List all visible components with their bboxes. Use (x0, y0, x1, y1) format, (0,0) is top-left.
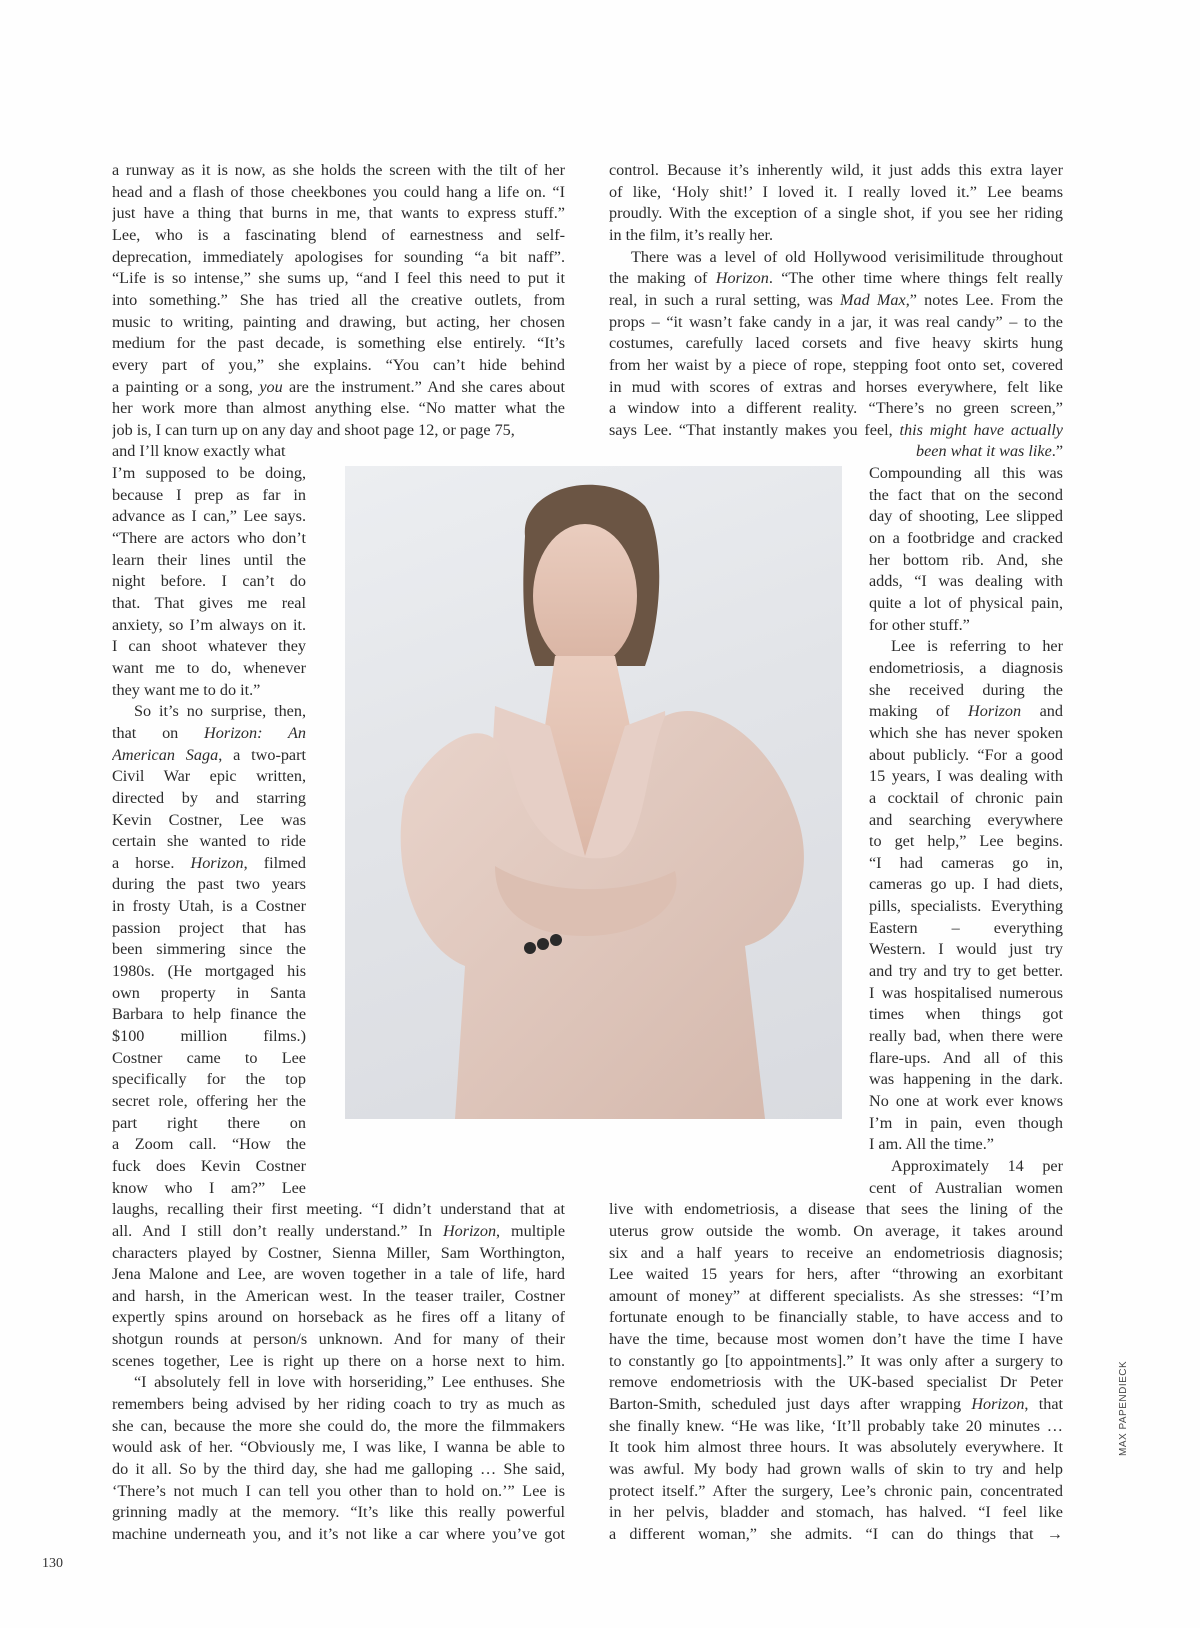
article-line: night before. I can’t do (112, 572, 306, 590)
article-line: for other stuff.” (869, 616, 970, 634)
article-line: the making of Horizon. “The other time where things felt really (609, 269, 1063, 287)
article-line: she received during the (869, 681, 1063, 699)
article-line: $100 million films.) (112, 1027, 306, 1045)
article-line: ‘There’s not much I can tell you other than to hold on.’” Lee is (112, 1482, 565, 1500)
article-line: Lee is referring to her (891, 637, 1063, 655)
article-line: quite a lot of physical pain, (869, 594, 1063, 612)
article-line: Western. I would just try (869, 940, 1063, 958)
article-line: job is, I can turn up on any day and shoot page 12, or page 75, (112, 421, 515, 439)
article-line: protect itself.” After the surgery, Lee’s chronic pain, concentrated (609, 1482, 1063, 1500)
article-line: “There are actors who don’t (112, 529, 306, 547)
article-line: a runway as it is now, as she holds the screen with the tilt of her (112, 161, 565, 179)
article-line: her bottom rib. And, she (869, 551, 1063, 569)
article-line: she finally knew. “He was like, ‘It’ll probably take 20 minutes … (609, 1417, 1063, 1435)
article-line: I am. All the time.” (869, 1135, 994, 1153)
article-line: cameras go up. I had diets, (869, 875, 1063, 893)
portrait-photo-icon (345, 466, 842, 1119)
article-line: Eastern – everything (869, 919, 1063, 937)
article-line: really bad, when there were (869, 1027, 1063, 1045)
article-line: in frosty Utah, is a Costner (112, 897, 306, 915)
article-line: says Lee. “That instantly makes you feel, this might have actually (609, 421, 1063, 439)
article-line: I’m in pain, even though (869, 1114, 1063, 1132)
article-line: Compounding all this was (869, 464, 1063, 482)
article-line: “I had cameras go in, (869, 854, 1063, 872)
article-line: would ask of her. “Obviously me, I was like, I wanna be able to (112, 1438, 565, 1456)
article-line: machine underneath you, and it’s not like a car where you’ve got (112, 1525, 565, 1543)
article-line: do it all. So by the third day, she had me galloping … She said, (112, 1460, 565, 1478)
article-line: secret role, offering her the (112, 1092, 306, 1110)
article-line: want me to do, whenever (112, 659, 306, 677)
article-line: a Zoom call. “How the (112, 1135, 306, 1153)
article-line: her work more than almost anything else. “No matter what the (112, 399, 565, 417)
article-line: to constantly go [to appointments].” It was only after a surgery to (609, 1352, 1063, 1370)
article-line: six and a half years to receive an endometriosis diagnosis; (609, 1244, 1063, 1262)
article-line: times when things got (869, 1005, 1063, 1023)
article-line: into something.” She has tried all the creative outlets, from (112, 291, 565, 309)
article-line: all. And I still don’t really understand.” In Horizon, multiple (112, 1222, 565, 1240)
article-line: So it’s no surprise, then, (134, 702, 306, 720)
article-line: remove endometriosis with the UK-based specialist Dr Peter (609, 1373, 1063, 1391)
article-line: remembers being advised by her riding coach to try as much as (112, 1395, 565, 1413)
article-line: expertly spins around on horseback as he fires off a litany of (112, 1308, 565, 1326)
page-number: 130 (42, 1556, 63, 1571)
article-line: of like, ‘Holy shit!’ I loved it. I really loved it.” Lee beams (609, 183, 1063, 201)
article-line: and I’ll know exactly what (112, 442, 286, 460)
article-line: grinning madly at the memory. “It’s like this really powerful (112, 1503, 565, 1521)
article-line: shotgun rounds at person/s unknown. And for many of their (112, 1330, 565, 1348)
article-line: No one at work ever knows (869, 1092, 1063, 1110)
article-line: to get help,” Lee begins. (869, 832, 1063, 850)
article-line: directed by and starring (112, 789, 306, 807)
article-line: learn their lines until the (112, 551, 306, 569)
article-line: Approximately 14 per (891, 1157, 1063, 1175)
article-line: anxiety, so I’m always on it. (112, 616, 306, 634)
article-line: from her waist by a piece of rope, stepping foot onto set, covered (609, 356, 1063, 374)
article-line: Barbara to help finance the (112, 1005, 306, 1023)
article-line: a cocktail of chronic pain (869, 789, 1063, 807)
article-line: because I prep as far in (112, 486, 306, 504)
article-line: Barton-Smith, scheduled just days after wrapping Horizon, that (609, 1395, 1063, 1413)
article-line: uterus grow outside the womb. On average, it takes around (609, 1222, 1063, 1240)
article-line: live with endometriosis, a disease that sees the lining of the (609, 1200, 1063, 1218)
article-line: which she has never spoken (869, 724, 1063, 742)
article-line: they want me to do it.” (112, 681, 261, 699)
article-line: pills, specialists. Everything (869, 897, 1063, 915)
article-line: just have a thing that burns in me, that wants to express stuff.” (112, 204, 565, 222)
article-line: in her pelvis, bladder and stomach, has halved. “I feel like (609, 1503, 1063, 1521)
article-line: fortunate enough to be financially stable, to have access and to (609, 1308, 1063, 1326)
article-line: on a footbridge and cracked (869, 529, 1063, 547)
article-line: was happening in the dark. (869, 1070, 1063, 1088)
article-line: that. That gives me real (112, 594, 306, 612)
article-line: “Life is so intense,” she sums up, “and I feel this need to put it (112, 269, 565, 287)
article-line: a painting or a song, you are the instrument.” And she cares about (112, 378, 565, 396)
article-line: American Saga, a two-part (112, 746, 306, 764)
article-line: in mud with scores of extras and horses everywhere, felt like (609, 378, 1063, 396)
article-line: head and a flash of those cheekbones you could hang a life on. “I (112, 183, 565, 201)
article-line: certain she wanted to ride (112, 832, 306, 850)
article-line: know who I am?” Lee (112, 1179, 306, 1197)
article-line: Jena Malone and Lee, are woven together in a tale of life, hard (112, 1265, 565, 1283)
article-line: during the past two years (112, 875, 306, 893)
article-line: characters played by Costner, Sienna Miller, Sam Worthington, (112, 1244, 565, 1262)
article-line: Lee waited 15 years for hers, after “throwing an exorbitant (609, 1265, 1063, 1283)
portrait-photo (345, 466, 842, 1119)
article-line: medium for the past decade, is something else entirely. “It’s (112, 334, 565, 352)
article-line: It took him almost three hours. It was absolutely everywhere. It (609, 1438, 1063, 1456)
article-line: been simmering since the (112, 940, 306, 958)
article-line: day of shooting, Lee slipped (869, 507, 1063, 525)
article-line: control. Because it’s inherently wild, it just adds this extra layer (609, 161, 1063, 179)
article-line: music to writing, painting and drawing, but acting, her chosen (112, 313, 565, 331)
article-line: cent of Australian women (869, 1179, 1063, 1197)
article-line: props – “it wasn’t fake candy in a jar, it was real candy” – to the (609, 313, 1063, 331)
article-line: in the film, it’s really her. (609, 226, 774, 244)
article-line: laughs, recalling their first meeting. “I didn’t understand that at (112, 1200, 565, 1218)
article-line: I’m supposed to be doing, (112, 464, 306, 482)
article-line: I was hospitalised numerous (869, 984, 1063, 1002)
article-line: specifically for the top (112, 1070, 306, 1088)
article-line: 1980s. (He mortgaged his (112, 962, 306, 980)
article-line: 15 years, I was dealing with (869, 767, 1063, 785)
article-line: and searching everywhere (869, 811, 1063, 829)
article-line: about publicly. “For a good (869, 746, 1063, 764)
article-line: part right there on (112, 1114, 306, 1132)
article-line: There was a level of old Hollywood verisimilitude throughout (631, 248, 1063, 266)
article-line: proudly. With the exception of a single shot, if you see her riding (609, 204, 1063, 222)
article-line: and harsh, in the American west. In the teaser trailer, Costner (112, 1287, 565, 1305)
article-line: endometriosis, a diagnosis (869, 659, 1063, 677)
article-line: advance as I can,” Lee says. (112, 507, 306, 525)
article-line: adds, “I was dealing with (869, 572, 1063, 590)
article-line: amount of money” at different specialists. As she stresses: “I’m (609, 1287, 1063, 1305)
article-line: Kevin Costner, Lee was (112, 811, 306, 829)
article-line: own property in Santa (112, 984, 306, 1002)
article-line: scenes together, Lee is right up there on a horse next to him. (112, 1352, 565, 1370)
article-line: the fact that on the second (869, 486, 1063, 504)
article-line: and try and try to get better. (869, 962, 1063, 980)
photo-credit: MAX PAPENDIECK (1118, 1360, 1129, 1456)
article-line: real, in such a rural setting, was Mad Max,” notes Lee. From the (609, 291, 1063, 309)
article-line: Civil War epic written, (112, 767, 306, 785)
article-line: have the time, because most women don’t have the time I have (609, 1330, 1063, 1348)
article-line: a different woman,” she admits. “I can do things that → (609, 1525, 1063, 1543)
article-line: was awful. My body had grown walls of skin to try and help (609, 1460, 1063, 1478)
article-line: she can, because the more she could do, the more the filmmakers (112, 1417, 565, 1435)
article-line: costumes, carefully laced corsets and five heavy skirts hung (609, 334, 1063, 352)
article-line: “I absolutely fell in love with horseriding,” Lee enthuses. She (134, 1373, 565, 1391)
article-line: that on Horizon: An (112, 724, 306, 742)
article-line: every part of you,” she explains. “You can’t hide behind (112, 356, 565, 374)
article-line: deprecation, immediately apologises for sounding “a bit naff”. (112, 248, 565, 266)
article-line: a window into a different reality. “There’s no green screen,” (609, 399, 1063, 417)
article-line: been what it was like.” (915, 442, 1063, 460)
article-line: Lee, who is a fascinating blend of earnestness and self- (112, 226, 565, 244)
article-line: making of Horizon and (869, 702, 1063, 720)
article-line: Costner came to Lee (112, 1049, 306, 1067)
article-line: flare-ups. And all of this (869, 1049, 1063, 1067)
article-line: a horse. Horizon, filmed (112, 854, 306, 872)
article-line: fuck does Kevin Costner (112, 1157, 306, 1175)
article-line: I can shoot whatever they (112, 637, 306, 655)
article-line: passion project that has (112, 919, 306, 937)
